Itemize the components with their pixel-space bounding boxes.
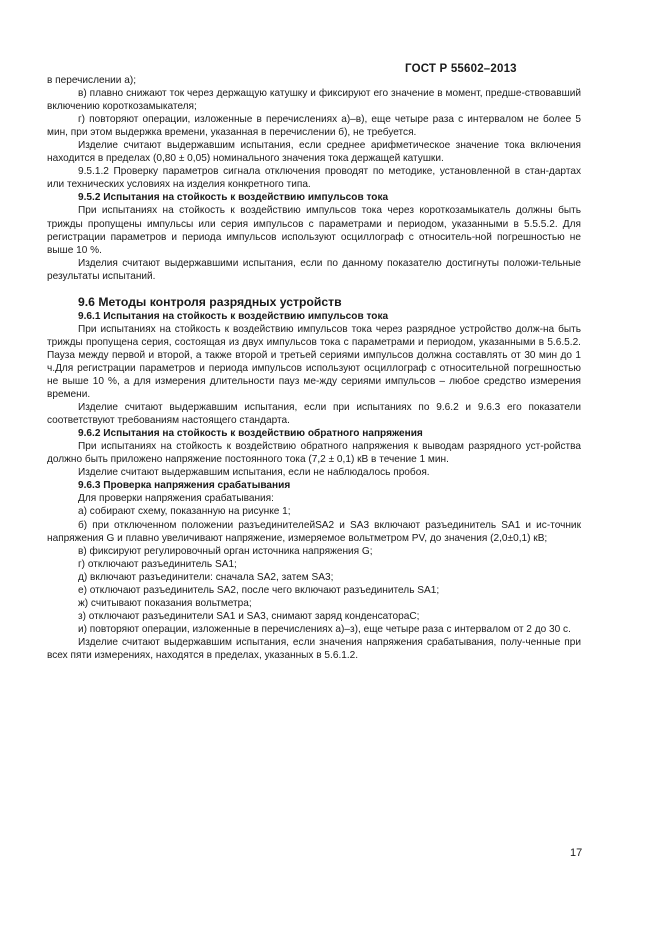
paragraph: При испытаниях на стойкость к воздействию импульсов тока через короткозамыкатель должны быть трижды пропущены импульсы или серия импульсов с параметрами и периодом, указанными в 5.5.5.2. Для регистрации параметров и периода импульсов используют осциллограф с относитель-ной погрешностью не выше 10 %.	[47, 205, 581, 256]
paragraph: Изделие считают выдержавшим испытания, если значения напряжения срабатывания, полу-ченные при всех пяти измерениях, находятся в пределах, указанных в 5.6.1.2.	[47, 636, 581, 661]
list-item: г) отключают разъединитель SA1;	[78, 558, 237, 570]
list-item: г) повторяют операции, изложенные в перечислениях а)–в), еще четыре раза с интервалом не более 5 мин, при этом выдержка времени, указанная в перечислении б), не требуется.	[47, 114, 581, 139]
subsection-heading: 9.6.1 Испытания на стойкость к воздействию импульсов тока	[78, 310, 389, 322]
list-item: а) собирают схему, показанную на рисунке 1;	[78, 506, 291, 518]
list-item: в) плавно снижают ток через держащую катушку и фиксируют его значение в момент, предше-ствовавший включению короткозамыкателя;	[47, 88, 581, 113]
document-body	[47, 74, 581, 662]
paragraph: в перечислении а);	[47, 75, 137, 86]
paragraph: Для проверки напряжения срабатывания:	[78, 493, 274, 505]
document-standard-number: ГОСТ Р 55602–2013	[405, 63, 517, 75]
paragraph: 9.5.1.2 Проверку параметров сигнала отключения проводят по методике, установленной в стан-дартах или технических условиях на изделия конкретного типа.	[47, 166, 581, 191]
subsection-heading: 9.5.2 Испытания на стойкость к воздействию импульсов тока	[78, 192, 389, 204]
list-item: ж) считывают показания вольтметра;	[78, 597, 252, 609]
list-item: д) включают разъединители: сначала SA2, затем SA3;	[78, 571, 334, 583]
paragraph: Изделие считают выдержавшим испытания, если среднее арифметическое значение тока включения находится в пределах (0,80 ± 0,05) номинального значения тока держащей катушки.	[47, 140, 581, 165]
subsection-heading: 9.6.2 Испытания на стойкость к воздействию обратного напряжения	[78, 428, 423, 440]
list-item: з) отключают разъединители SA1 и SA3, снимают заряд конденсатораC;	[78, 610, 420, 622]
section-heading: 9.6 Методы контроля разрядных устройств	[78, 294, 342, 309]
list-item: б) при отключенном положении разъединителейSA2 и SA3 включают разъединитель SA1 и ис-точник напряжения G и плавно увеличивают напряжение, измеряемое вольтметром PV, до значения (2,0±0,1) кВ;	[47, 519, 581, 544]
paragraph: При испытаниях на стойкость к воздействию обратного напряжения к выводам разрядного уст-ройства должно быть приложено напряжение постоянного тока (7,2 ± 0,1) кВ в течение 1 мин.	[47, 441, 581, 466]
subsection-heading: 9.6.3 Проверка напряжения срабатывания	[78, 480, 291, 492]
list-item: е) отключают разъединитель SA2, после чего включают разъединитель SA1;	[78, 584, 440, 596]
paragraph: Изделие считают выдержавшим испытания, если не наблюдалось пробоя.	[78, 467, 430, 479]
paragraph: Изделие считают выдержавшим испытания, если при испытаниях по 9.6.2 и 9.6.3 его показатели соответствуют требованиям настоящего стандарта.	[47, 402, 581, 427]
paragraph: Изделия считают выдержавшими испытания, если по данному показателю достигнуты положи-тельные результаты испытаний.	[47, 257, 581, 282]
page-number: 17	[570, 847, 583, 859]
list-item: в) фиксируют регулировочный орган источника напряжения G;	[78, 545, 373, 557]
list-item: и) повторяют операции, изложенные в перечислениях а)–з), еще четыре раза с интервалом от 2 до 30 с.	[78, 623, 571, 635]
paragraph: При испытаниях на стойкость к воздействию импульсов тока через разрядное устройство долж-на быть трижды пропущена серия, состоящая из двух импульсов тока с параметрами и периодом, указанными в 5.6.5.2. Пауза между первой и второй, а также второй и третьей сериями импульсов должна составлять от 30 мин до 1 ч.Для регистрации параметров и периода импульсов используют осциллограф с относительной погрешностью не выше 10 %, а для измерения длительности пауз ме-жду сериями импульсов – любое средство измерения времени.	[47, 323, 581, 401]
